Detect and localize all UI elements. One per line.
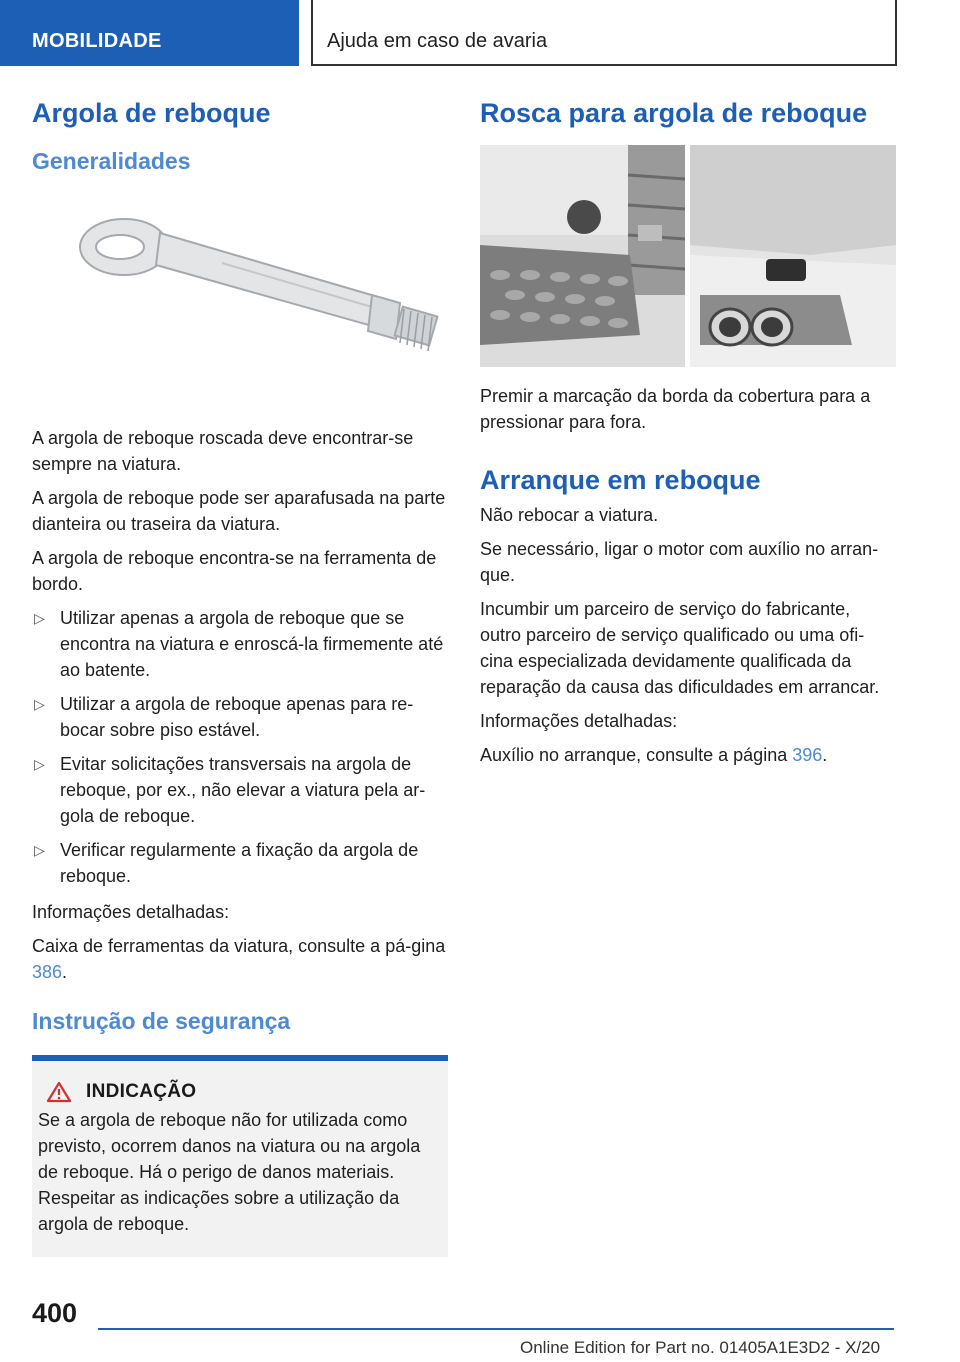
- warning-text: Se a argola de reboque não for utilizada como previsto, ocorrem danos na viatura ou na argola de reboque. Há o perigo de danos materiais. Respeitar as indicações sobre a utilização da argola de reboque.: [38, 1109, 421, 1234]
- paragraph-no-tow: Não rebocar a viatura.: [480, 505, 659, 526]
- warning-box: [32, 1055, 448, 1257]
- warning-triangle-icon: [46, 1081, 72, 1103]
- tow-ring-image: [32, 185, 448, 425]
- right-column: [480, 96, 896, 776]
- paragraph-1: A argola de reboque roscada deve encontrar-se sempre na viatura.: [32, 427, 414, 474]
- warning-title: INDICAÇÃO: [86, 1080, 197, 1102]
- info-label: Informações detalhadas:: [32, 901, 230, 922]
- tow-ring-illustration: [32, 185, 448, 425]
- page-link-396[interactable]: 396: [792, 745, 823, 766]
- bumper-photo-image: [480, 145, 896, 367]
- bullet-triangle-icon: ▷: [34, 755, 45, 772]
- left-column: [32, 96, 448, 1257]
- subsection-safety: Instrução de segurança: [32, 1007, 291, 1034]
- list-item: ▷ Verificar regularmente a fixação da argola de reboque.: [32, 837, 448, 889]
- list-item: ▷ Evitar solicitações transversais na argola de reboque, por ex., não elevar a viatura pela ar-gola de reboque.: [32, 751, 448, 829]
- footer-divider: [98, 1328, 894, 1330]
- reference-jump-start: Auxílio no arranque, consulte a página 396.: [480, 745, 828, 766]
- subsection-generalidades: Generalidades: [32, 148, 191, 175]
- page-number: 400: [32, 1298, 78, 1328]
- paragraph-press-cover: Premir a marcação da borda da cobertura para a pressionar para fora.: [480, 386, 871, 433]
- bullet-list: [32, 605, 448, 889]
- info-label-right: Informações detalhadas:: [480, 711, 678, 732]
- header-chapter-label: Ajuda em caso de avaria: [327, 30, 548, 52]
- warning-header: [38, 1081, 438, 1103]
- bumper-photos: [480, 145, 896, 367]
- header-chapter-box: [311, 0, 897, 66]
- bullet-triangle-icon: ▷: [34, 695, 45, 712]
- edition-note: Online Edition for Part no. 01405A1E3D2 - X/20: [520, 1338, 881, 1357]
- section-title-tow-start: Arranque em reboque: [480, 465, 761, 496]
- paragraph-service-partner: Incumbir um parceiro de serviço do fabricante, outro parceiro de serviço qualificado ou uma ofi-cina especializada devidamente qualificada da reparação da causa das dificuldades em arrancar.: [480, 599, 880, 698]
- reference-toolbox: Caixa de ferramentas da viatura, consulte a pá-gina 386.: [32, 935, 446, 982]
- list-item: ▷ Utilizar a argola de reboque apenas para re-bocar sobre piso estável.: [32, 691, 448, 743]
- header-section-tab: [0, 0, 299, 66]
- page-title: Argola de reboque: [32, 98, 271, 128]
- list-item: ▷ Utilizar apenas a argola de reboque que se encontra na viatura e enroscá-la firmemente até ao batente.: [32, 605, 448, 683]
- paragraph-2: A argola de reboque pode ser aparafusada na parte dianteira ou traseira da viatura.: [32, 487, 446, 534]
- section-title-thread: Rosca para argola de reboque: [480, 98, 868, 128]
- paragraph-3: A argola de reboque encontra-se na ferramenta de bordo.: [32, 547, 437, 594]
- bullet-triangle-icon: ▷: [34, 609, 45, 626]
- paragraph-jump-start: Se necessário, ligar o motor com auxílio no arran-que.: [480, 539, 879, 586]
- header-section-label: MOBILIDADE: [32, 30, 162, 52]
- page-link-386[interactable]: 386: [32, 961, 63, 982]
- bullet-triangle-icon: ▷: [34, 841, 45, 858]
